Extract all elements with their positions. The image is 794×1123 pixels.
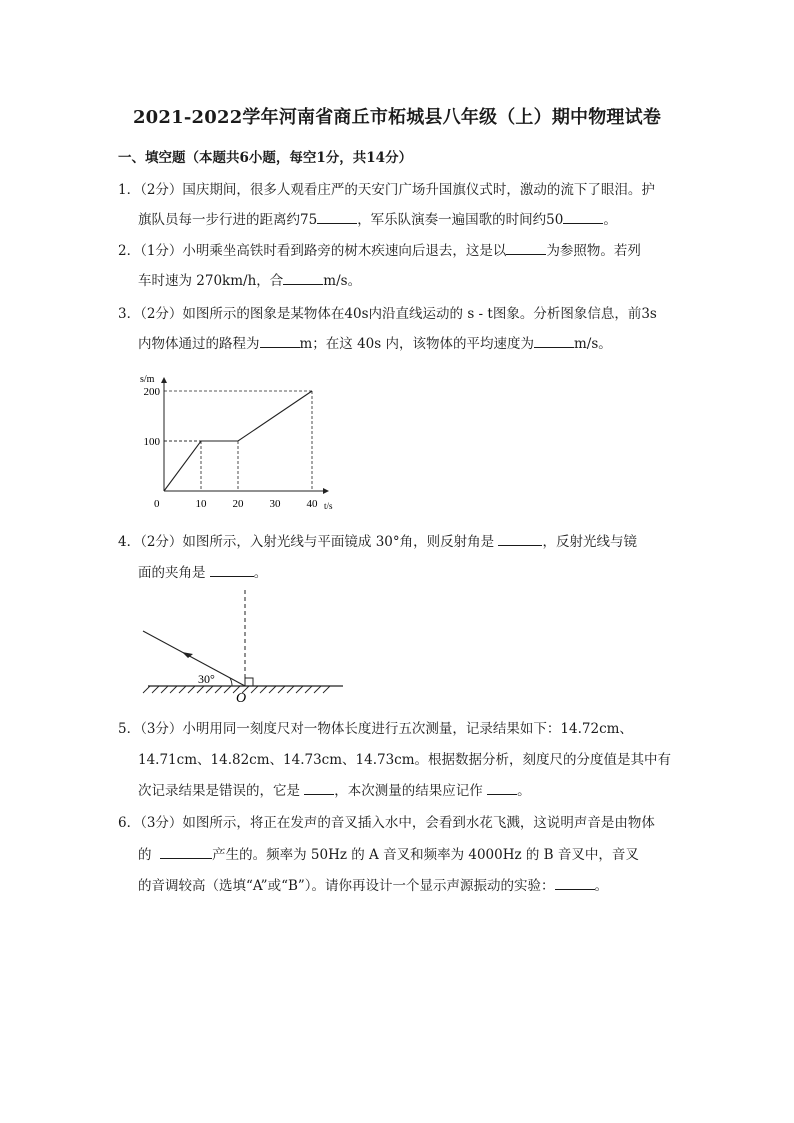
q6-text-a: 的: [138, 847, 152, 863]
x-tick-label: 20: [232, 498, 244, 510]
q5-line-1: 5．（3分）小明用同一刻度尺对一物体长度进行五次测量，记录结果如下：14.72cm、: [118, 721, 633, 737]
q2-text-d: m/s。: [323, 273, 362, 289]
q1-text-b: ，军乐队演奏一遍国歌的时间约50: [357, 212, 564, 228]
point-o-label: O: [236, 691, 247, 706]
q3-line-1: 3．（2分）如图所示的图象是某物体在40s内沿直线运动的 s - t图象。分析图象信息，前3s: [118, 306, 657, 322]
q4-text-b: ，反射光线与镜: [542, 534, 637, 550]
q5-text-b: ，本次测量的结果应记作: [334, 783, 483, 799]
y-tick-label: 200: [143, 386, 160, 398]
q2-blank-1[interactable]: [506, 242, 546, 255]
q5-blank-2[interactable]: [487, 782, 517, 795]
hatch-mark: [278, 686, 285, 693]
q6-line-3: [138, 874, 608, 894]
q5-line-3: [138, 779, 531, 799]
q1-text-a: 旗队员每一步行进的距离约75: [138, 212, 318, 228]
q2-line-1: [118, 239, 641, 259]
q6-text-d: 。: [594, 878, 609, 894]
q2-blank-2[interactable]: [283, 272, 323, 285]
q4-text-c: 面的夹角是: [138, 565, 206, 581]
q6-line-2: [138, 843, 639, 863]
hatch-mark: [269, 686, 276, 693]
q3-line-2: [138, 332, 612, 352]
hatch-mark: [143, 686, 150, 693]
q1-line-2: [138, 208, 617, 228]
hatch-mark: [260, 686, 267, 693]
y-tick-label: 100: [143, 436, 160, 448]
hatch-mark: [188, 686, 195, 693]
x-axis-label: t/s: [324, 501, 333, 511]
q6-text-c: 的音调较高（选填“A”或“B”）。请你再设计一个显示声源振动的实验：: [138, 878, 555, 894]
x-tick-label: 40: [306, 498, 318, 510]
hatch-mark: [161, 686, 168, 693]
q6-text-b: 产生的。频率为 50Hz 的 A 音叉和频率为 4000Hz 的 B 音叉中，音叉: [212, 847, 639, 863]
right-angle-mark: [245, 678, 253, 686]
hatch-mark: [314, 686, 321, 693]
hatch-mark: [170, 686, 177, 693]
hatch-mark: [197, 686, 204, 693]
q4-line-2: [138, 561, 267, 581]
q5-blank-1[interactable]: [304, 782, 334, 795]
section-heading: 一、填空题（本题共6小题，每空1分，共14分）: [118, 150, 413, 166]
q4-blank-2[interactable]: [210, 564, 254, 577]
q3-blank-2[interactable]: [534, 335, 574, 348]
q1-blank-1[interactable]: [317, 211, 357, 224]
x-tick-label: 10: [195, 498, 207, 510]
mirror-diagram: [138, 586, 348, 706]
q2-text-c: 车时速为 270km/h，合: [138, 273, 284, 289]
hatch-mark: [206, 686, 213, 693]
q6-line-1: 6．（3分）如图所示，将正在发声的音叉插入水中，会看到水花飞溅，这说明声音是由物体: [118, 815, 655, 831]
q5-line-2: 14.71cm、14.82cm、14.73cm、14.73cm。根据数据分析，刻度尺的分度值是其中有: [138, 752, 672, 768]
origin-label: 0: [154, 498, 160, 510]
q5-text-c: 。: [517, 783, 531, 799]
q2-text-a: 2．（1分）小明乘坐高铁时看到路旁的树木疾速向后退去，这是以: [118, 243, 507, 259]
hatch-mark: [296, 686, 303, 693]
q3-text-a: 内物体通过的路程为: [138, 336, 260, 352]
page-title: 2021-2022学年河南省商丘市柘城县八年级（上）期中物理试卷: [132, 107, 662, 128]
q2-line-2: [138, 269, 361, 289]
hatch-mark: [179, 686, 186, 693]
q3-blank-1[interactable]: [260, 335, 300, 348]
hatch-mark: [251, 686, 258, 693]
y-axis-label: s/m: [140, 374, 155, 385]
q2-text-b: 为参照物。若列: [546, 243, 641, 259]
hatch-mark: [305, 686, 312, 693]
q5-text-a: 次记录结果是错误的，它是: [138, 783, 300, 799]
angle-label: 30°: [198, 672, 215, 686]
q4-text-d: 。: [253, 565, 268, 581]
q4-line-1: [118, 530, 637, 550]
q1-text-c: 。: [603, 212, 617, 228]
q6-blank-1[interactable]: [160, 846, 212, 859]
hatch-mark: [152, 686, 159, 693]
hatch-mark: [215, 686, 222, 693]
hatch-mark: [224, 686, 231, 693]
incident-ray: [143, 631, 245, 686]
q3-text-c: m/s。: [574, 336, 612, 352]
q3-text-b: m；在这 40s 内，该物体的平均速度为: [299, 336, 534, 352]
q1-line-1: 1．（2分）国庆期间，很多人观看庄严的天安门广场升国旗仪式时，激动的流下了眼泪。护: [118, 182, 655, 198]
q4-blank-1[interactable]: [498, 533, 542, 546]
q4-text-a: 4．（2分）如图所示，入射光线与平面镜成 30°角，则反射角是: [118, 534, 495, 550]
x-tick-label: 30: [269, 498, 281, 510]
hatch-mark: [323, 686, 330, 693]
q1-blank-2[interactable]: [563, 211, 603, 224]
q6-blank-2[interactable]: [555, 877, 595, 890]
hatch-mark: [287, 686, 294, 693]
st-graph: [138, 370, 348, 520]
